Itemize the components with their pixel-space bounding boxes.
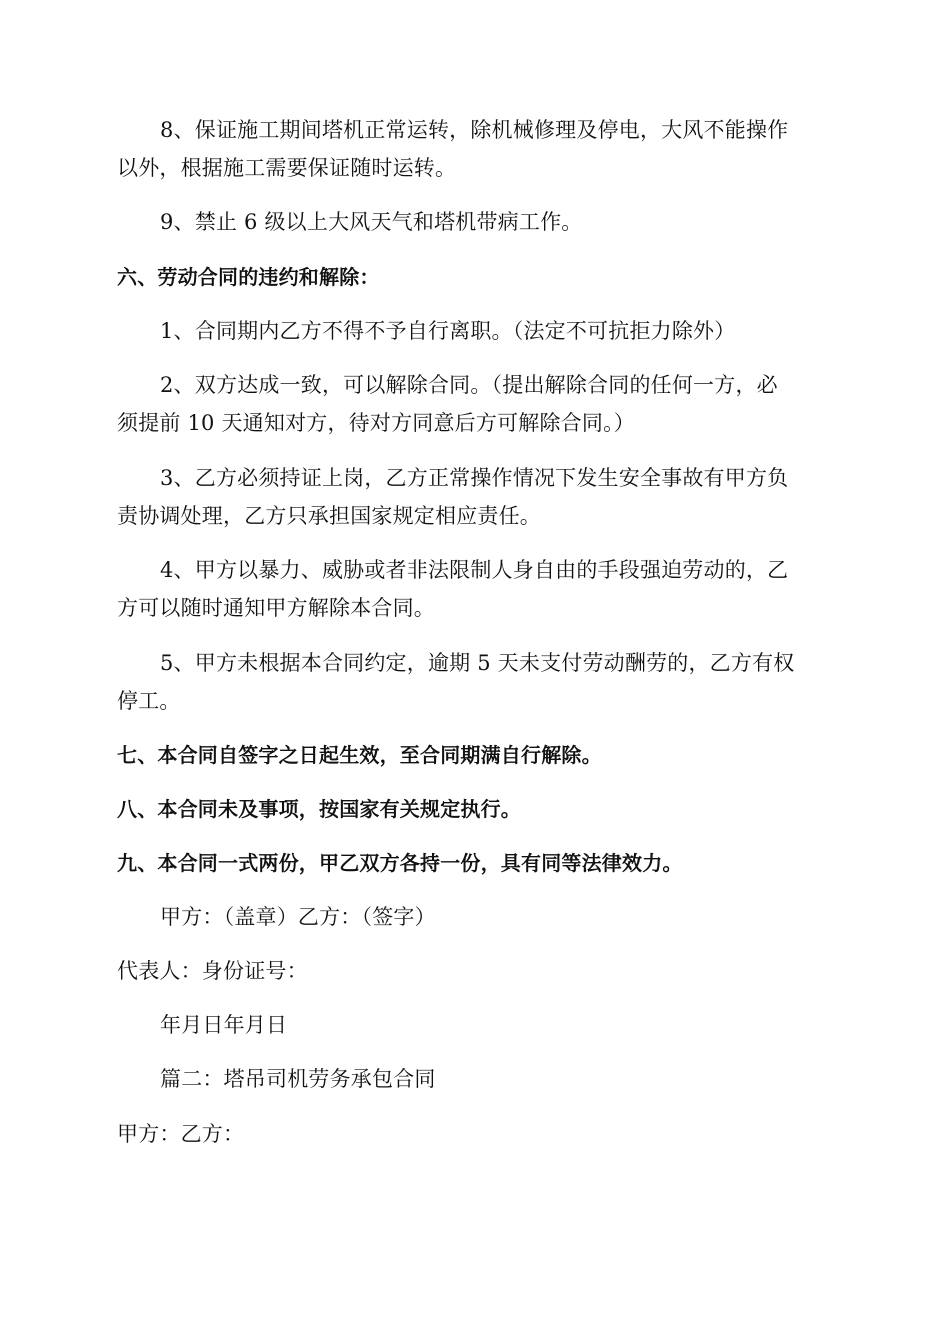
representative-id-line: 代表人：身份证号： [117,959,308,983]
section-6-clause-1: 1、合同期内乙方不得不予自行离职。（法定不可抗拒力除外） [160,319,736,343]
section-8-heading: 八、本合同未及事项，按国家有关规定执行。 [117,797,521,821]
section-9-heading: 九、本合同一式两份，甲乙双方各持一份，具有同等法律效力。 [117,851,683,875]
part-2-title: 篇二：塔吊司机劳务承包合同 [160,1067,436,1091]
section-6-clause-5-line-2: 停工。 [117,689,181,713]
section-6-clause-5-line-1: 5、甲方未根据本合同约定，逾期 5 天未支付劳动酬劳的，乙方有权 [160,651,795,675]
section-6-clause-2-line-1: 2、双方达成一致，可以解除合同。（提出解除合同的任何一方，必 [160,373,778,397]
date-line: 年月日年月日 [160,1013,288,1037]
section-6-clause-2-line-2: 须提前 10 天通知对方，待对方同意后方可解除合同。） [117,411,635,435]
clause-8-line-1: 8、保证施工期间塔机正常运转，除机械修理及停电，大风不能操作 [160,118,789,142]
section-6-clause-3-line-2: 责协调处理，乙方只承担国家规定相应责任。 [117,504,541,528]
signature-parties-line: 甲方：（盖章）乙方：（签字） [160,905,436,929]
clause-8-line-2: 以外，根据施工需要保证随时运转。 [117,156,457,180]
section-6-heading: 六、劳动合同的违约和解除： [117,265,380,289]
clause-9: 9、禁止 6 级以上大风天气和塔机带病工作。 [160,210,583,234]
part-2-parties-line: 甲方：乙方： [117,1122,245,1146]
section-6-clause-4-line-1: 4、甲方以暴力、威胁或者非法限制人身自由的手段强迫劳动的，乙 [160,558,789,582]
section-6-clause-3-line-1: 3、乙方必须持证上岗，乙方正常操作情况下发生安全事故有甲方负 [160,466,789,490]
section-7-heading: 七、本合同自签字之日起生效，至合同期满自行解除。 [117,743,602,767]
section-6-clause-4-line-2: 方可以随时通知甲方解除本合同。 [117,596,435,620]
